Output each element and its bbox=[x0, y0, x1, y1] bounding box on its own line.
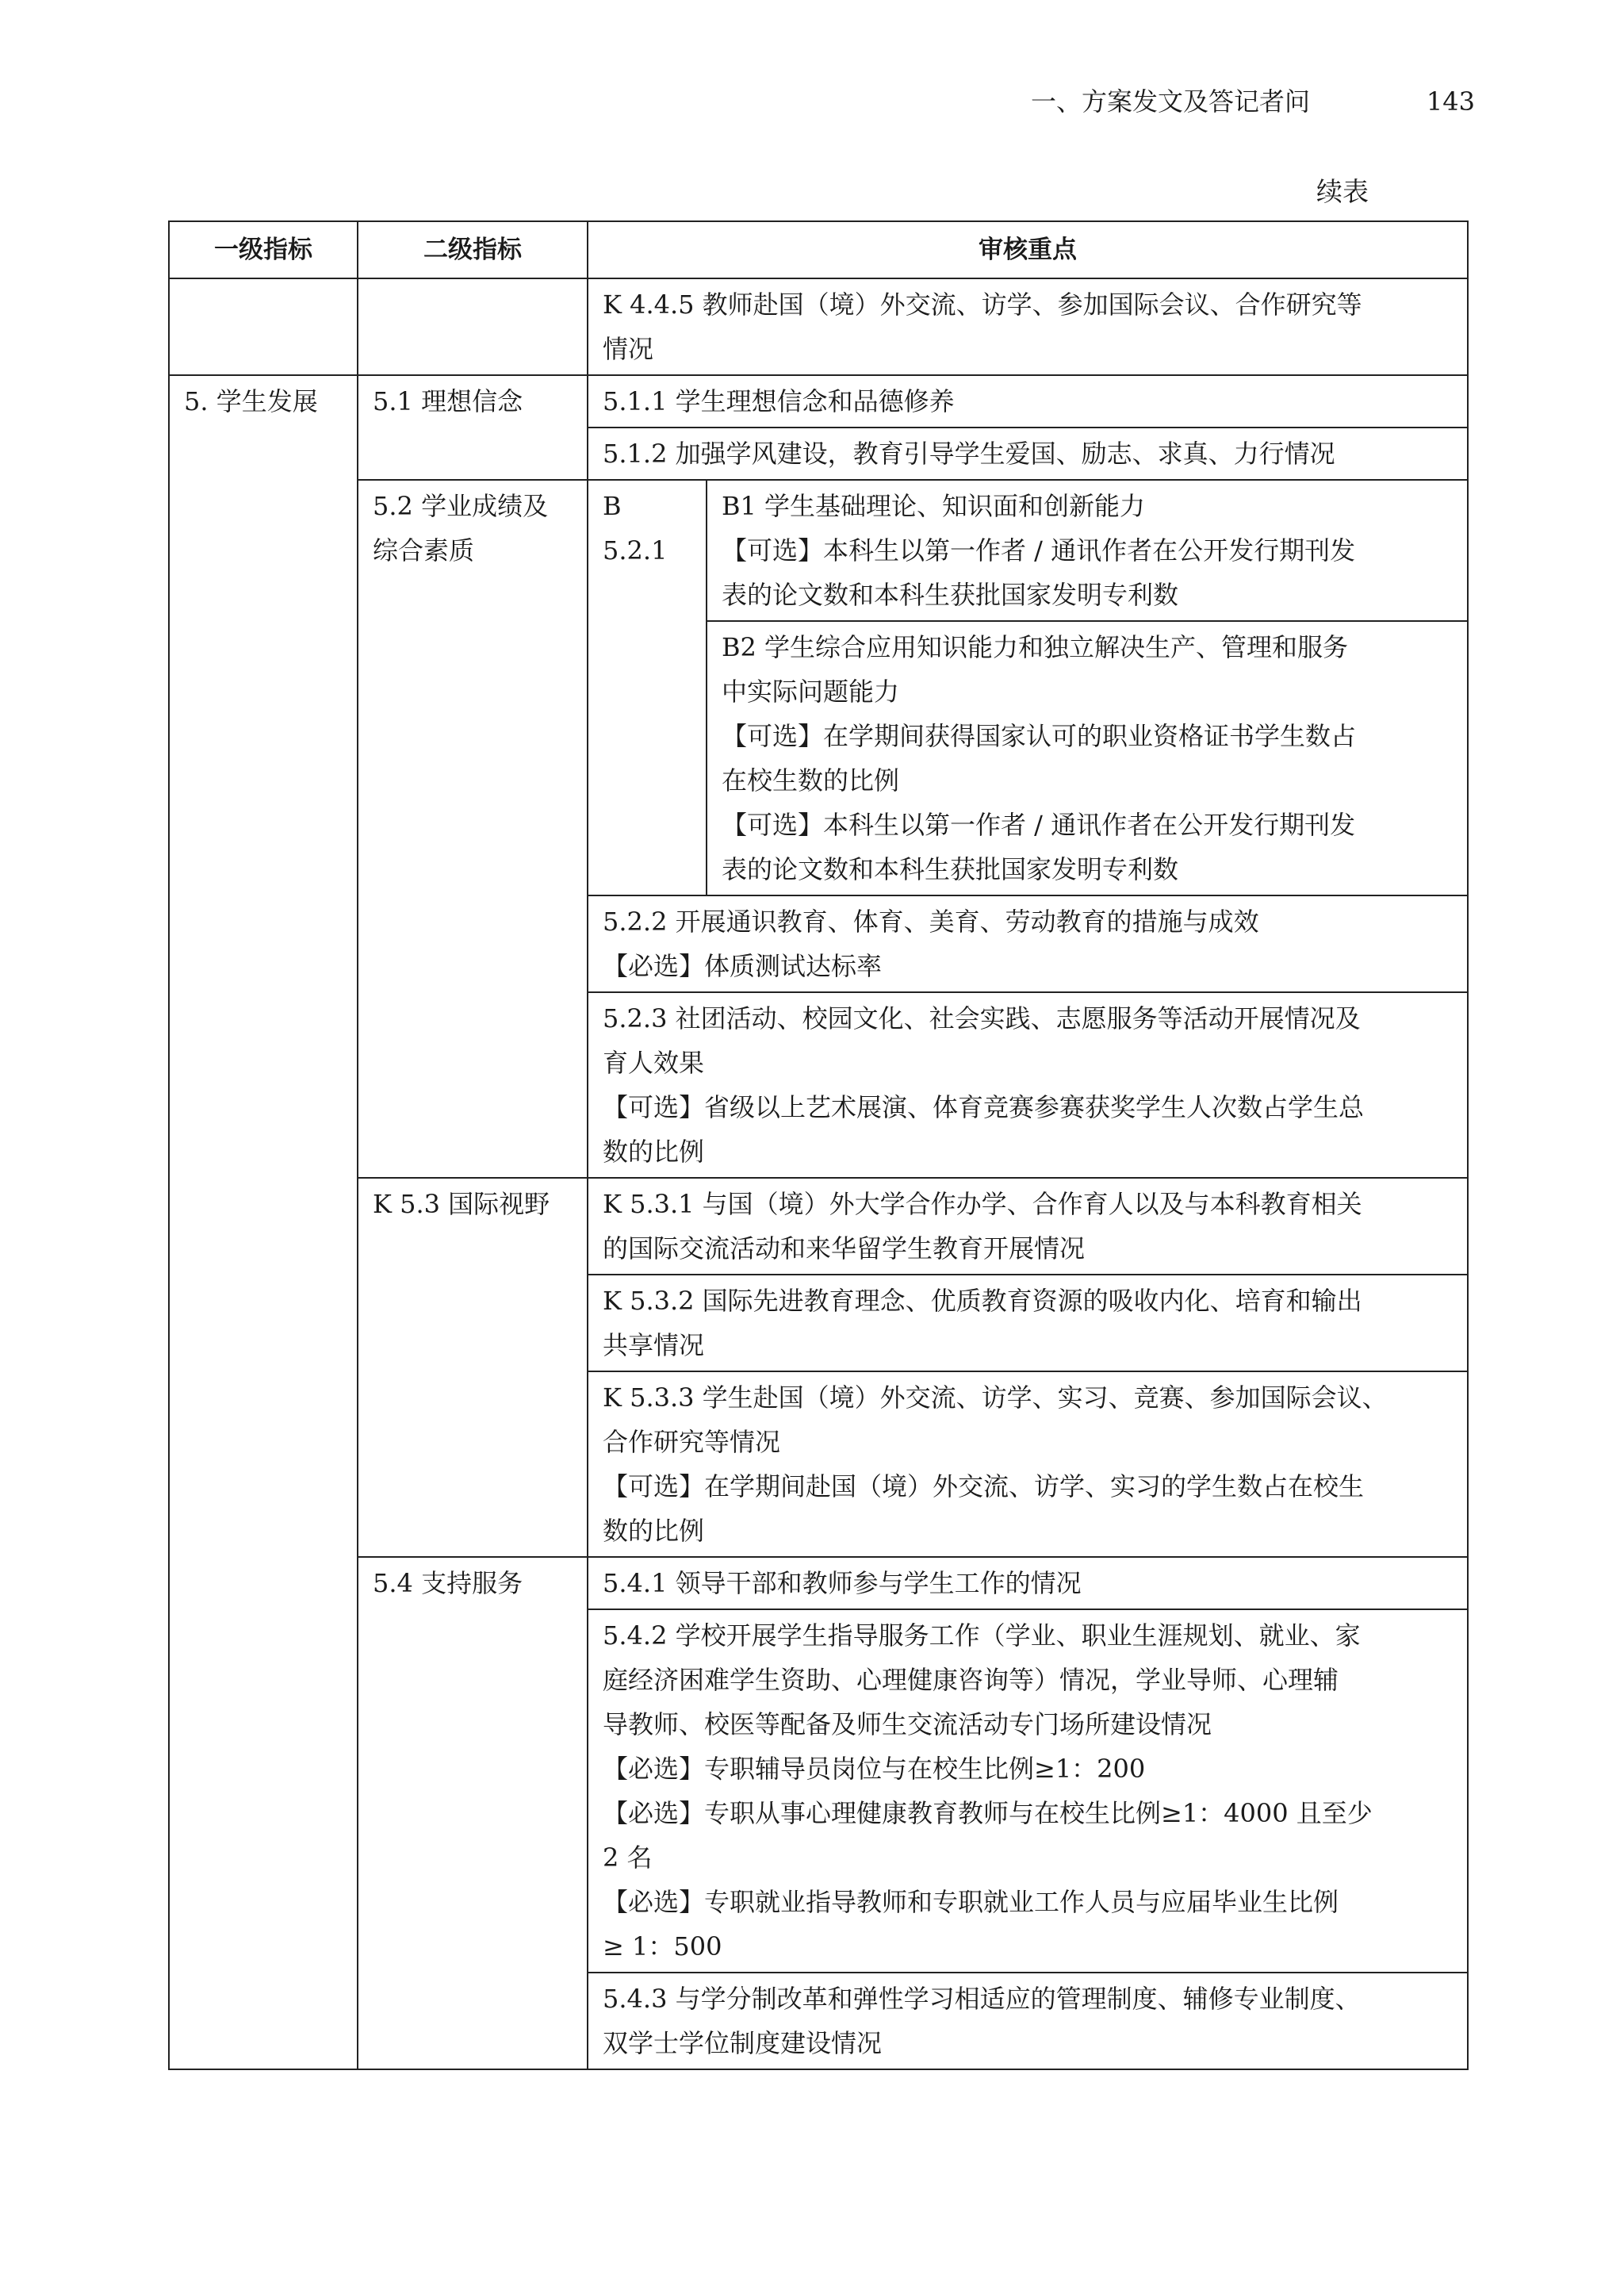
indicator-table bbox=[168, 220, 1469, 2070]
text-line: 数的比例 bbox=[603, 1516, 705, 1546]
text-line: 情况 bbox=[603, 334, 654, 364]
text-line: 【可选】在学期间赴国（境）外交流、访学、实习的学生数占在校生 bbox=[603, 1471, 1365, 1501]
cell-level2-51: 5.1 理想信念 bbox=[358, 375, 588, 480]
text-line: K 4.4.5 教师赴国（境）外交流、访学、参加国际会议、合作研究等 bbox=[603, 290, 1362, 320]
text-line: 双学士学位制度建设情况 bbox=[603, 2028, 883, 2058]
text-line: B1 学生基础理论、知识面和创新能力 bbox=[722, 491, 1146, 521]
text-line: 在校生数的比例 bbox=[722, 765, 900, 796]
cell-542 bbox=[588, 1609, 1468, 1973]
text-line: 表的论文数和本科生获批国家发明专利数 bbox=[722, 854, 1179, 884]
text-line: 2 名 bbox=[603, 1842, 653, 1873]
continued-label: 续表 bbox=[1316, 176, 1369, 207]
table-row bbox=[169, 1178, 1468, 1275]
header-level1: 一级指标 bbox=[169, 221, 358, 278]
text-line: K 5.3.1 与国（境）外大学合作办学、合作育人以及与本科教育相关 bbox=[603, 1189, 1362, 1219]
text-line: 【可选】在学期间获得国家认可的职业资格证书学生数占 bbox=[722, 721, 1357, 751]
table-row bbox=[169, 480, 1468, 621]
text-line: 【可选】省级以上艺术展演、体育竞赛参赛获奖学生人次数占学生总 bbox=[603, 1092, 1365, 1122]
text-line: 5.4.2 学校开展学生指导服务工作（学业、职业生涯规划、就业、家 bbox=[603, 1620, 1361, 1651]
text-line: 【必选】专职辅导员岗位与在校生比例≥1：200 bbox=[603, 1754, 1146, 1784]
text-line: 导教师、校医等配备及师生交流活动专门场所建设情况 bbox=[603, 1709, 1212, 1739]
text-line: 共享情况 bbox=[603, 1330, 705, 1360]
cell-k445 bbox=[588, 278, 1468, 375]
cell-522 bbox=[588, 895, 1468, 992]
cell-512: 5.1.2 加强学风建设，教育引导学生爱国、励志、求真、力行情况 bbox=[588, 428, 1468, 480]
page-number: 143 bbox=[1426, 86, 1475, 117]
text-line: 合作研究等情况 bbox=[603, 1427, 781, 1457]
table-row bbox=[169, 1557, 1468, 1609]
cell-empty bbox=[358, 278, 588, 375]
cell-b521-code: B 5.2.1 bbox=[588, 480, 707, 895]
text-line: 5.2.2 开展通识教育、体育、美育、劳动教育的措施与成效 bbox=[603, 907, 1259, 937]
text-line: 综合素质 bbox=[373, 535, 475, 566]
text-line: 表的论文数和本科生获批国家发明专利数 bbox=[722, 580, 1179, 610]
cell-level2-52 bbox=[358, 480, 588, 1178]
table-row bbox=[169, 375, 1468, 428]
running-head bbox=[1031, 82, 1475, 121]
text-line: 庭经济困难学生资助、心理健康咨询等）情况，学业导师、心理辅 bbox=[603, 1665, 1339, 1695]
cell-b1 bbox=[707, 480, 1468, 621]
text-line: ≥ 1：500 bbox=[603, 1931, 722, 1961]
text-line: 5.2.3 社团活动、校园文化、社会实践、志愿服务等活动开展情况及 bbox=[603, 1003, 1361, 1033]
cell-k533 bbox=[588, 1371, 1468, 1557]
text-line: 的国际交流活动和来华留学生教育开展情况 bbox=[603, 1233, 1086, 1263]
cell-543 bbox=[588, 1973, 1468, 2069]
text-line: 【必选】专职从事心理健康教育教师与在校生比例≥1：4000 且至少 bbox=[603, 1798, 1373, 1828]
cell-k531 bbox=[588, 1178, 1468, 1275]
table-row bbox=[169, 278, 1468, 375]
cell-511: 5.1.1 学生理想信念和品德修养 bbox=[588, 375, 1468, 428]
cell-level1-student-development: 5. 学生发展 bbox=[169, 375, 358, 2069]
cell-level2-53: K 5.3 国际视野 bbox=[358, 1178, 588, 1557]
text-line: 5.4.3 与学分制改革和弹性学习相适应的管理制度、辅修专业制度、 bbox=[603, 1984, 1361, 2014]
cell-k532 bbox=[588, 1275, 1468, 1371]
chapter-title: 一、方案发文及答记者问 bbox=[1031, 86, 1311, 117]
text-line: 育人效果 bbox=[603, 1048, 705, 1078]
text-line: 数的比例 bbox=[603, 1137, 705, 1167]
text-line: 【可选】本科生以第一作者 / 通讯作者在公开发行期刊发 bbox=[722, 535, 1356, 566]
table-header-row bbox=[169, 221, 1468, 278]
text-line: 中实际问题能力 bbox=[722, 677, 900, 707]
text-line: 5.2 学业成绩及 bbox=[373, 491, 549, 521]
text-line: K 5.3.2 国际先进教育理念、优质教育资源的吸收内化、培育和输出 bbox=[603, 1286, 1362, 1316]
text-line: 【可选】本科生以第一作者 / 通讯作者在公开发行期刊发 bbox=[722, 810, 1356, 840]
cell-level2-54: 5.4 支持服务 bbox=[358, 1557, 588, 2069]
cell-empty bbox=[169, 278, 358, 375]
text-line: 【必选】专职就业指导教师和专职就业工作人员与应届毕业生比例 bbox=[603, 1887, 1339, 1917]
text-line: K 5.3.3 学生赴国（境）外交流、访学、实习、竞赛、参加国际会议、 bbox=[603, 1382, 1388, 1413]
header-level2: 二级指标 bbox=[358, 221, 588, 278]
cell-523 bbox=[588, 992, 1468, 1178]
cell-541: 5.4.1 领导干部和教师参与学生工作的情况 bbox=[588, 1557, 1468, 1609]
cell-b2 bbox=[707, 621, 1468, 895]
header-review-focus: 审核重点 bbox=[588, 221, 1468, 278]
text-line: 【必选】体质测试达标率 bbox=[603, 951, 883, 981]
text-line: B2 学生综合应用知识能力和独立解决生产、管理和服务 bbox=[722, 632, 1349, 662]
